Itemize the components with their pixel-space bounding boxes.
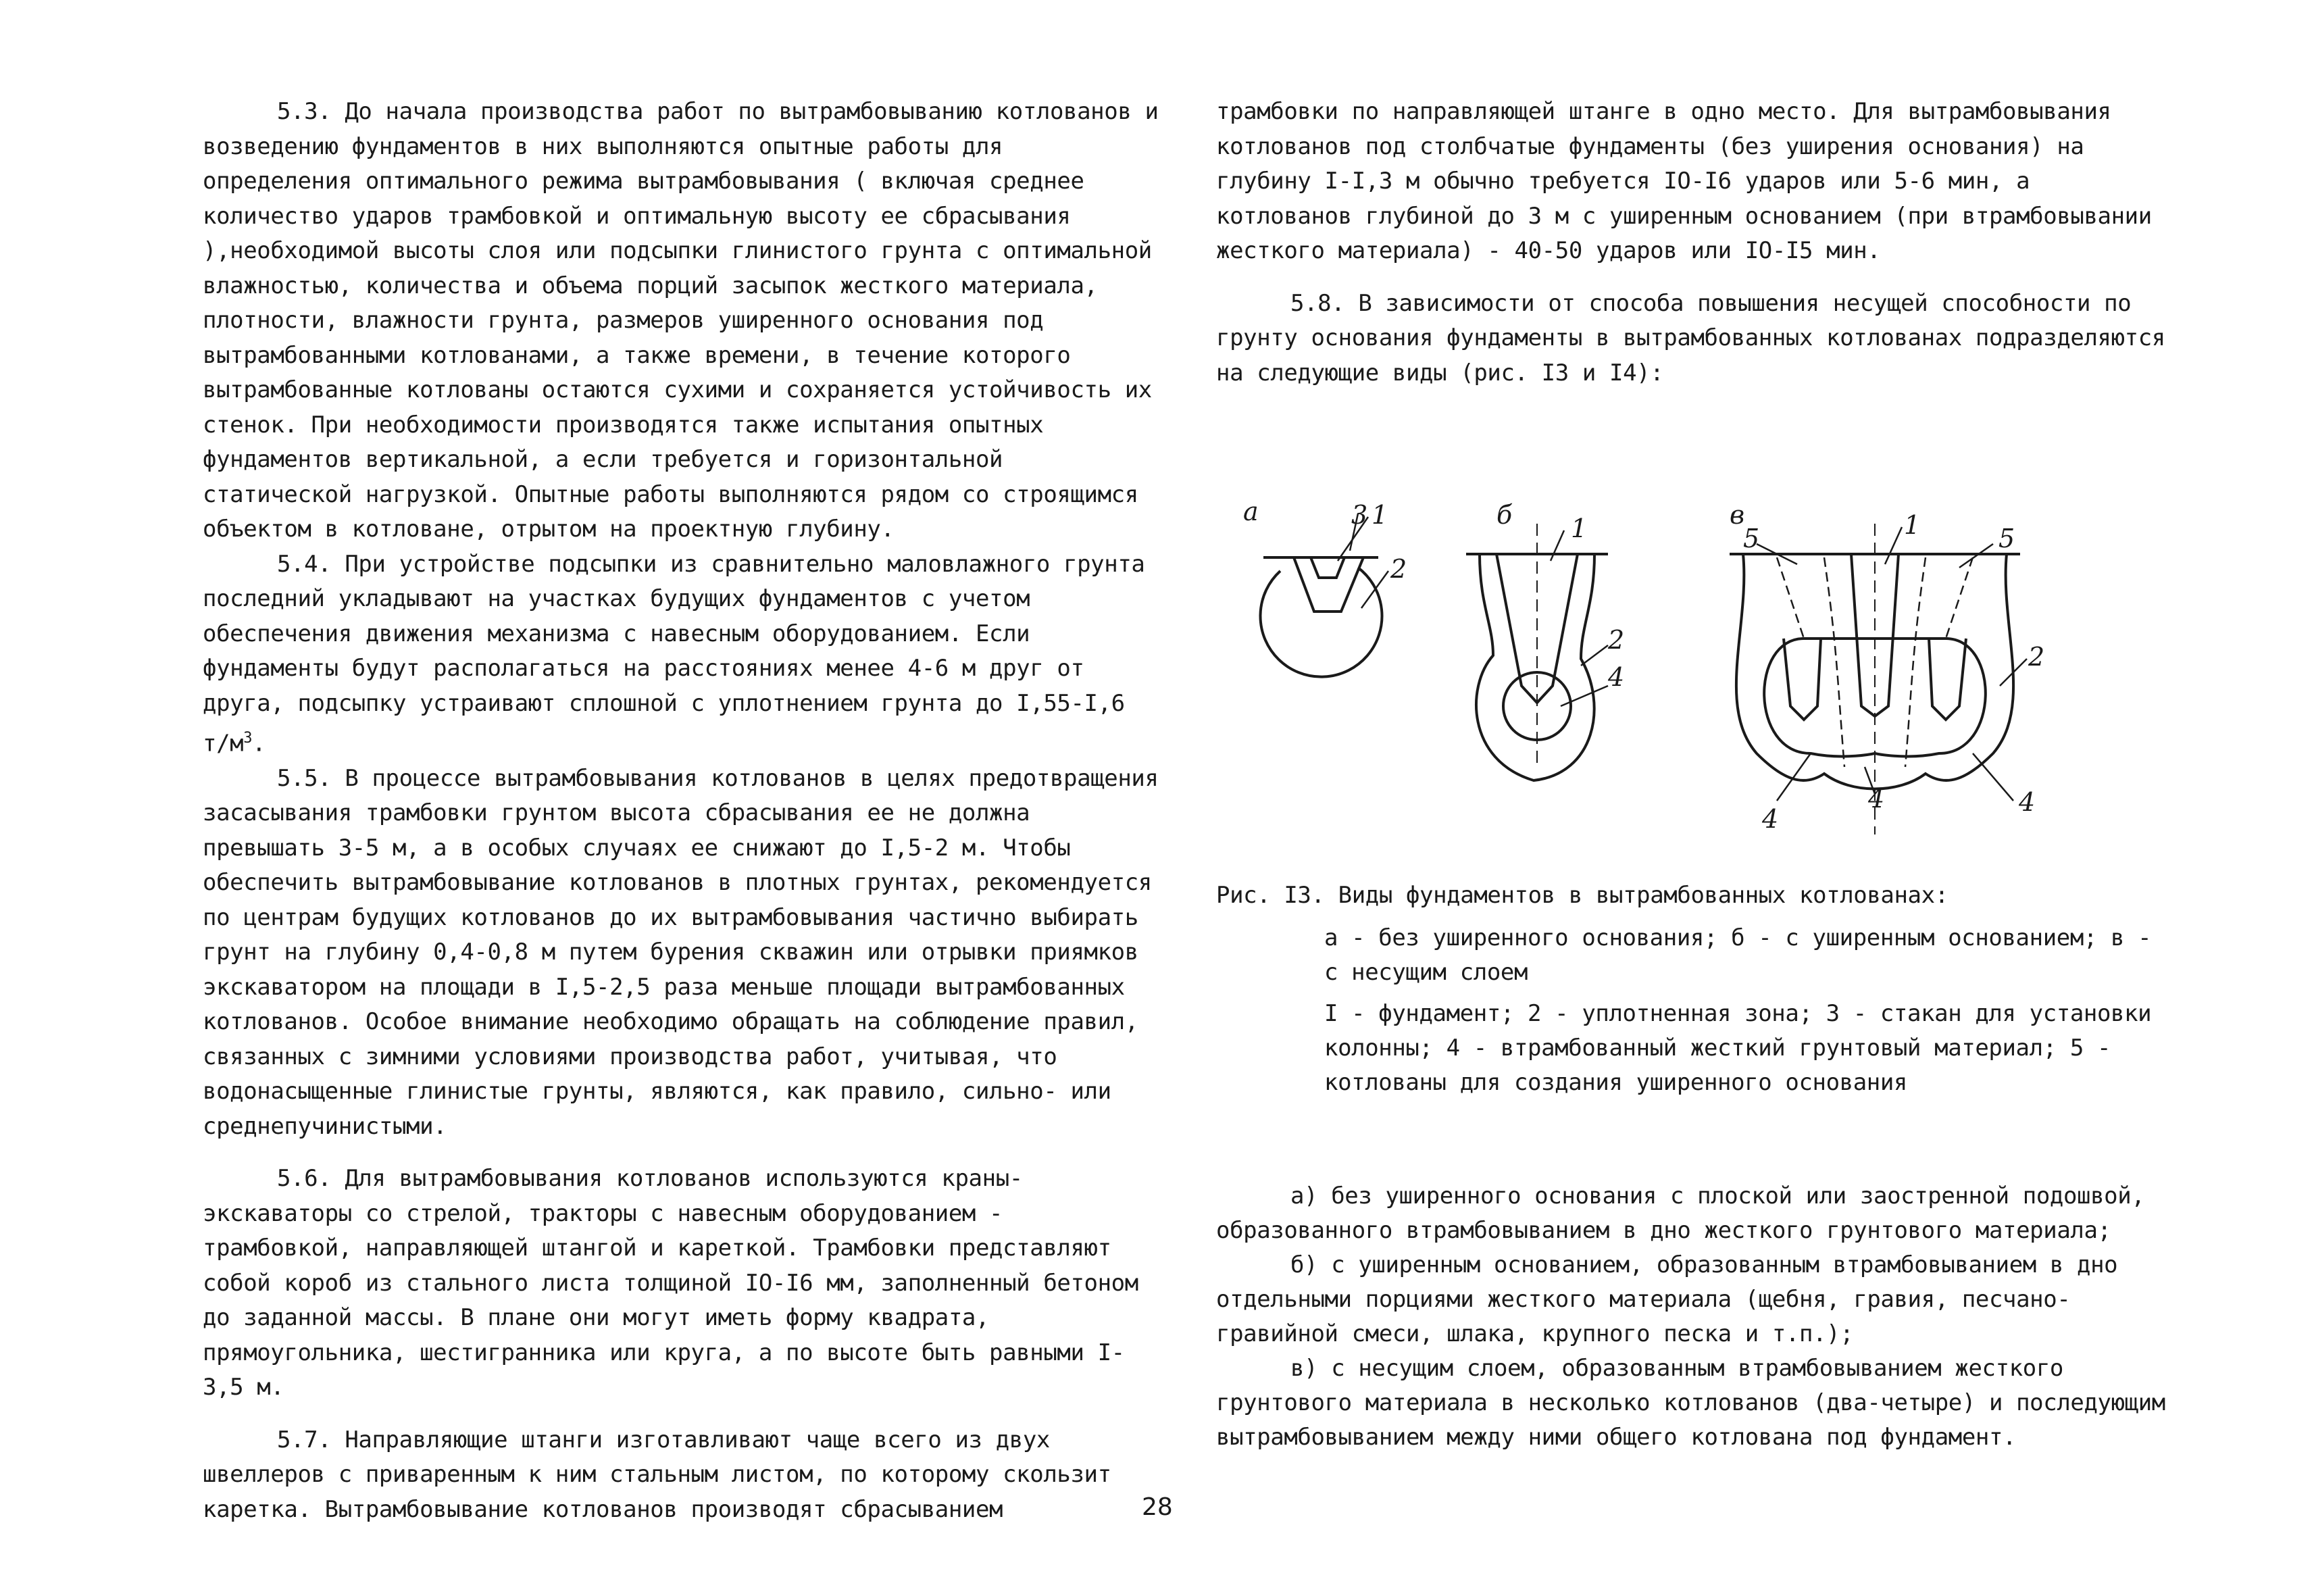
label-a: а xyxy=(1243,497,1259,526)
label-b-4: 4 xyxy=(1608,662,1625,692)
label-a-1: 1 xyxy=(1372,500,1388,530)
label-v-5-left: 5 xyxy=(1743,524,1760,553)
paragraph-5-4-text: 5.4. При устройстве подсыпки из сравнительно маловлажного грунта последний укладывают на участках будущих фундаментов с учетом обеспечения движения механизма с навесным оборудованием. Если фундаменты будут располагаться на расстояниях менее 4-6 м друг от друга, подсыпку устраивают сплошной с уплотнением грунта до I,55-I,6 т/м xyxy=(203,550,1145,757)
label-v-4-left: 4 xyxy=(1762,804,1779,834)
figure-caption xyxy=(1216,878,2175,1100)
label-v-4-right: 4 xyxy=(2019,787,2036,817)
variant-a-foundation xyxy=(1294,557,1363,612)
label-v-1: 1 xyxy=(1904,510,1921,540)
figure-13-drawing xyxy=(1243,483,2054,862)
label-v: в xyxy=(1730,500,1745,530)
right-column xyxy=(1216,95,2175,391)
item-a: а) без уширенного основания с плоской или заостренной подошвой, образованного втрамбовыванием в дно жесткого грунтового материала; xyxy=(1216,1182,2145,1244)
paragraph-5-7: 5.7. Направляющие штанги изготавливают чаще всего из двух швеллеров с приваренным к ним стальным листом, по которому скользит каретка. Вытрамбовывание котлованов производят сбрасыванием xyxy=(203,1426,1111,1523)
label-v-2: 2 xyxy=(2028,642,2045,672)
superscript-3: 3 xyxy=(243,730,253,747)
variant-a-socket xyxy=(1311,557,1344,578)
left-column xyxy=(203,95,1162,1527)
variant-b-compacted-zone xyxy=(1476,554,1594,780)
variant-v-foundation xyxy=(1851,554,1898,716)
figure-13 xyxy=(1243,483,2054,862)
variant-b-diagram xyxy=(1466,524,1608,780)
variant-v-left-pit xyxy=(1784,639,1821,720)
figure-labels xyxy=(1243,497,2044,834)
variant-a-diagram xyxy=(1261,514,1388,677)
page-number: 28 xyxy=(1142,1493,1173,1521)
label-v-5-right: 5 xyxy=(1998,524,2015,553)
label-a-3: 3 xyxy=(1351,500,1368,530)
caption-variants: а - без уширенного основания; б - с уширенным основанием; в - с несущим слоем xyxy=(1324,924,2152,986)
paragraph-5-7-continued: трамбовки по направляющей штанге в одно место. Для вытрамбовывания котлованов под столбчатые фундаменты (без уширения основания) на глубину I-I,3 м обычно требуется IO-I6 ударов или 5-6 мин, а котлованов глубиной до 3 м с уширенным основанием (при втрамбовывании жесткого материала) - 40-50 ударов или IO-I5 мин. xyxy=(1216,98,2152,264)
label-v-4-center: 4 xyxy=(1868,784,1885,814)
paragraph-5-3: 5.3. До начала производства работ по вытрамбовыванию котлованов и возведению фундаментов в них выполняются опытные работы для определения оптимального режима вытрамбовывания ( включая среднее количество ударов трамбовкой и оптимальную высоту ее сбрасывания ),необходимой высоты слоя или подсыпки глинистого грунта с оптимальной влажностью, количества и объема порций засыпок жесткого материала, плотности, влажности грунта, размеров уширенного основания под вытрамбованными котлованами, а также времени, в течение которого вытрамбованные котлованы остаются сухими и сохраняется устойчивость их стенок. При необходимости производятся также испытания опытных фундаментов вертикальной, а если требуется и горизонтальной статической нагрузкой. Опытные работы выполняются рядом со строящимся объектом в котловане, отрытом на проектную глубину. xyxy=(203,98,1159,543)
caption-legend: I - фундамент; 2 - уплотненная зона; 3 - стакан для установки колонны; 4 - втрамбованный жесткий грунтовый материал; 5 - котлованы для создания уширенного основания xyxy=(1324,1000,2152,1096)
item-b: б) с уширенным основанием, образованным втрамбовыванием в дно отдельными порциями жесткого материала (щебня, гравия, песчано-гравийной смеси, шлака, крупного песка и т.п.); xyxy=(1216,1251,2118,1347)
label-b-1: 1 xyxy=(1571,514,1588,543)
label-b: б xyxy=(1496,500,1513,530)
paragraph-5-6: 5.6. Для вытрамбовывания котлованов используются краны-экскаваторы со стрелой, тракторы с навесным оборудованием - трамбовкой, направляющей штангой и кареткой. Трамбовки представляют собой короб из стального листа толщиной IO-I6 мм, заполненный бетоном до заданной массы. В плане они могут иметь форму квадрата, прямоугольника, шестигранника или круга, а по высоте быть равными I-3,5 м. xyxy=(203,1165,1138,1401)
paragraph-5-8: 5.8. В зависимости от способа повышения несущей способности по грунту основания фундаменты в вытрамбованных котлованах подразделяются на следующие виды (рис. I3 и I4): xyxy=(1216,289,2165,386)
label-b-2: 2 xyxy=(1608,625,1625,655)
foundation-types-list xyxy=(1216,1179,2175,1455)
item-v: в) с несущим слоем, образованным втрамбовыванием жесткого грунтового материала в несколько котлованов (два-четыре) и последующим вытрамбовыванием между ними общего котлована под фундамент. xyxy=(1216,1355,2165,1451)
paragraph-5-5: 5.5. В процессе вытрамбовывания котлованов в целях предотвращения засасывания трамбовки грунтом высота сбрасывания ее не должна превышать 3-5 м, а в особых случаях ее снижают до I,5-2 м. Чтобы обеспечить вытрамбовывание котлованов в плотных грунтах, рекомендуется по центрам будущих котлованов до их вытрамбовывания частично выбирать грунт на глубину 0,4-0,8 м путем бурения скважин или отрывки приямков экскаватором на площади в I,5-2,5 раза меньше площади вытрамбованных котлованов. Особое внимание необходимо обращать на соблюдение правил, связанных с зимними условиями производства работ, учитывая, что водонасыщенные глинистые грунты, являются, как правило, сильно- или среднепучинистыми. xyxy=(203,764,1159,1140)
variant-a-compacted-zone xyxy=(1261,568,1382,677)
paragraph-5-4 xyxy=(203,547,1162,762)
paragraph-5-4-end: . xyxy=(252,730,266,757)
caption-title: Рис. I3. Виды фундаментов в вытрамбованных котлованах: xyxy=(1216,882,1948,909)
label-a-2: 2 xyxy=(1390,554,1407,584)
variant-v-right-pit xyxy=(1929,639,1966,720)
